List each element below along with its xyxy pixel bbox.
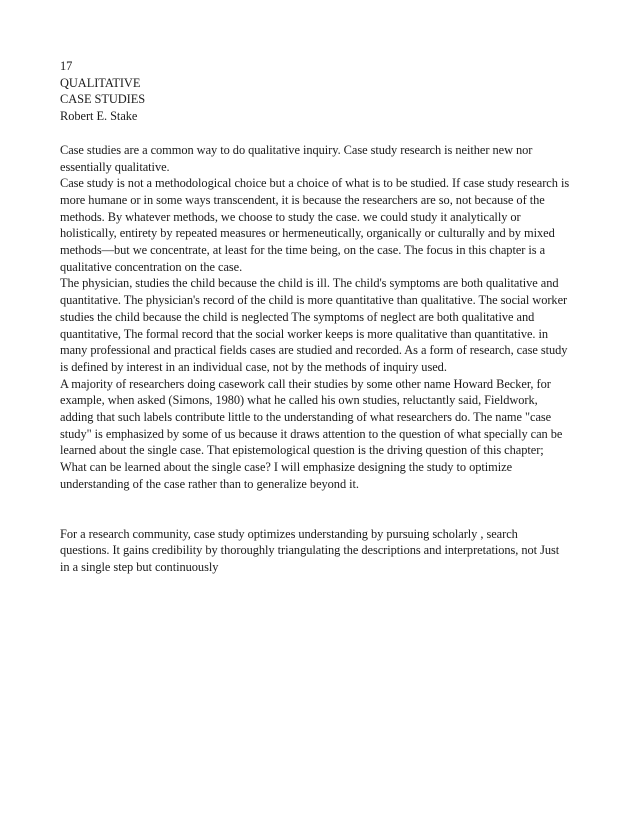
document-page (60, 58, 590, 576)
text-line: What can be learned about the single case? I will emphasize designing the study to optimize (60, 460, 513, 475)
text-line: The physician, studies the child because the child is ill. The child's symptoms are both qualitative and (60, 276, 559, 291)
body-text (60, 142, 590, 493)
text-line: For a research community, case study optimizes understanding by pursuing scholarly , search (60, 526, 518, 541)
text-line: many professional and practical fields cases are studied and recorded. As a form of research, case study (60, 343, 568, 358)
text-line: understanding of the case rather than to generalize beyond it. (60, 476, 359, 491)
text-line: quantitative. The physician's record of the child is more quantitative than qualitative. The social worker (60, 293, 568, 308)
text-line: study" is emphasized by some of us because it draws attention to the question of what specially can be (60, 426, 563, 441)
text-line: quantitative, The formal record that the social worker keeps is more qualitative than quantitative. in (60, 326, 549, 341)
author-name: Robert E. Stake (60, 109, 138, 124)
text-line: more humane or in some ways transcendent, it is because the researchers are so, not because of the (60, 192, 545, 207)
text-line: learned about the single case. That epistemological question is the driving question of this chapter; (60, 443, 544, 458)
text-line: Case study is not a methodological choice but a choice of what is to be studied. If case study research is (60, 176, 570, 191)
text-line: Case studies are a common way to do qualitative inquiry. Case study research is neither new nor (60, 142, 533, 157)
text-line: holistically, entirety by repeated measures or hermeneutically, organically or culturally and by mixed (60, 226, 555, 241)
text-line: adding that such labels contribute little to the understanding of what researchers do. The name "case (60, 410, 552, 425)
spacer (60, 125, 590, 142)
text-line: methods—but we concentrate, at least for the time being, on the case. The focus in this chapter is a (60, 243, 546, 258)
text-line: methods. By whatever methods, we choose to study the case. we could study it analytically or (60, 209, 521, 224)
spacer (60, 493, 590, 526)
text-line: qualitative concentration on the case. (60, 259, 243, 274)
closing-paragraph (60, 526, 590, 576)
text-line: is defined by interest in an individual case, not by the methods of inquiry used. (60, 359, 447, 374)
text-line: A majority of researchers doing casework call their studies by some other name Howard Becker, for (60, 376, 551, 391)
text-line: questions. It gains credibility by thoroughly triangulating the descriptions and interpretations, not Just (60, 543, 560, 558)
text-line: essentially qualitative. (60, 159, 170, 174)
text-line: studies the child because the child is neglected The symptoms of neglect are both qualitative and (60, 309, 535, 324)
chapter-header (60, 58, 590, 125)
chapter-title-line-2: CASE STUDIES (60, 92, 146, 107)
chapter-number: 17 (60, 59, 73, 73)
chapter-title-line-1: QUALITATIVE (60, 75, 141, 90)
text-line: example, when asked (Simons, 1980) what he called his own studies, reluctantly said, Fieldwork, (60, 393, 538, 408)
text-line: in a single step but continuously (60, 559, 219, 574)
